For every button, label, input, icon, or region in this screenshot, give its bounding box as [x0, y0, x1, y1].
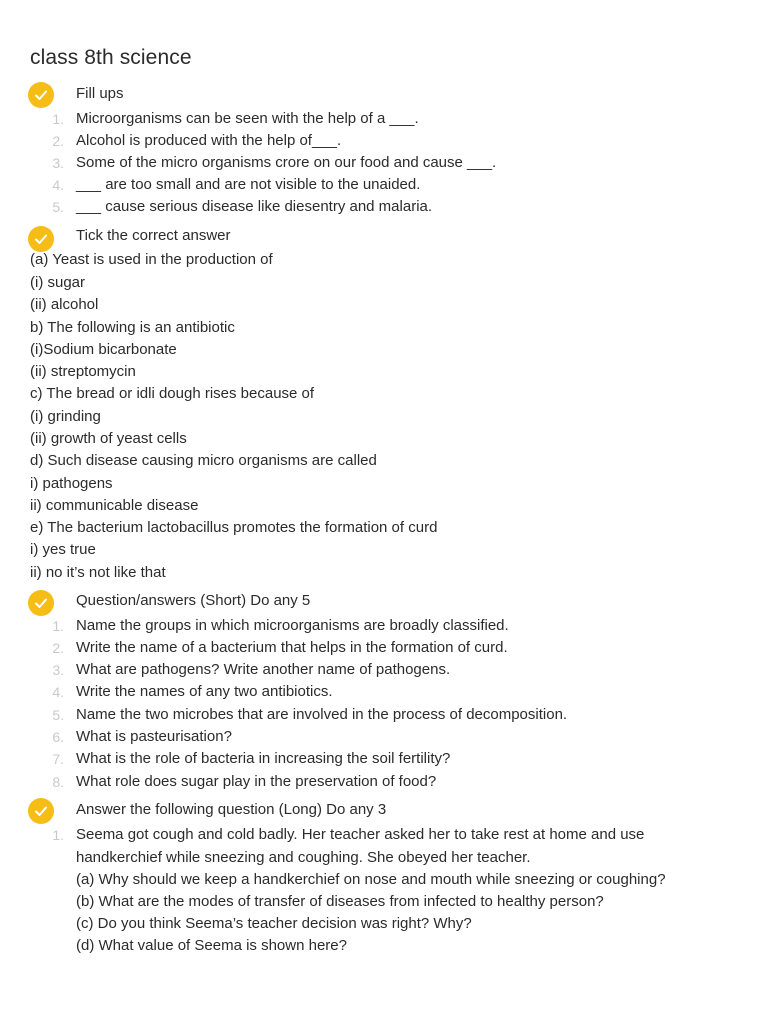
list-item[interactable]: Alcohol is produced with the help of___.: [76, 132, 342, 149]
list-number: 1.: [52, 111, 64, 127]
list-item[interactable]: What is the role of bacteria in increasing the soil fertility?: [76, 750, 451, 767]
list-number: 8.: [52, 774, 64, 790]
list-number: 4.: [52, 177, 64, 193]
list-item[interactable]: ___ cause serious disease like diesentry and malaria.: [76, 198, 433, 215]
list-item[interactable]: Microorganisms can be seen with the help of a ___.: [76, 110, 419, 127]
text-line[interactable]: (ii) streptomycin: [30, 363, 136, 380]
list-number: 1.: [52, 827, 64, 843]
text-line[interactable]: e) The bacterium lactobacillus promotes the formation of curd: [30, 519, 438, 536]
text-line[interactable]: (ii) growth of yeast cells: [30, 430, 187, 447]
list-item[interactable]: Name the groups in which microorganisms are broadly classified.: [76, 617, 509, 634]
text-line[interactable]: ii) no it’s not like that: [30, 564, 166, 581]
text-line[interactable]: (i) sugar: [30, 274, 86, 291]
list-number: 6.: [52, 729, 64, 745]
checkmark-icon[interactable]: [28, 798, 54, 824]
checkmark-icon[interactable]: [28, 82, 54, 108]
text-line[interactable]: (a) Yeast is used in the production of: [30, 251, 273, 268]
list-item[interactable]: Write the name of a bacterium that helps in the formation of curd.: [76, 639, 508, 656]
text-line[interactable]: ii) communicable disease: [30, 497, 199, 514]
section-heading-long[interactable]: Answer the following question (Long) Do any 3: [76, 801, 387, 818]
list-item[interactable]: What are pathogens? Write another name of pathogens.: [76, 661, 451, 678]
text-line[interactable]: i) pathogens: [30, 475, 113, 492]
note-title[interactable]: class 8th science: [30, 46, 192, 69]
list-item[interactable]: Name the two microbes that are involved in the process of decomposition.: [76, 706, 568, 723]
list-item[interactable]: What is pasteurisation?: [76, 728, 232, 745]
list-item[interactable]: Some of the micro organisms crore on our food and cause ___.: [76, 154, 497, 171]
text-line[interactable]: (i)Sodium bicarbonate: [30, 341, 177, 358]
text-line[interactable]: i) yes true: [30, 541, 96, 558]
checkmark-glyph: [33, 231, 49, 247]
text-line[interactable]: (ii) alcohol: [30, 296, 99, 313]
list-item[interactable]: Write the names of any two antibiotics.: [76, 683, 333, 700]
checkmark-glyph: [33, 595, 49, 611]
checkmark-glyph: [33, 803, 49, 819]
list-number: 1.: [52, 618, 64, 634]
list-item[interactable]: What role does sugar play in the preservation of food?: [76, 773, 437, 790]
list-number: 2.: [52, 133, 64, 149]
text-line[interactable]: (i) grinding: [30, 408, 101, 425]
list-item-subquestion[interactable]: (d) What value of Seema is shown here?: [76, 937, 347, 954]
text-line[interactable]: b) The following is an antibiotic: [30, 319, 235, 336]
list-item[interactable]: Seema got cough and cold badly. Her teacher asked her to take rest at home and use: [76, 826, 645, 843]
list-number: 2.: [52, 640, 64, 656]
list-number: 5.: [52, 707, 64, 723]
list-number: 4.: [52, 684, 64, 700]
list-number: 5.: [52, 199, 64, 215]
checkmark-icon[interactable]: [28, 226, 54, 252]
section-heading-tick[interactable]: Tick the correct answer: [76, 227, 231, 244]
text-line[interactable]: c) The bread or idli dough rises because of: [30, 385, 315, 402]
list-item-subquestion[interactable]: (a) Why should we keep a handkerchief on nose and mouth while sneezing or coughing?: [76, 871, 666, 888]
list-item-continued[interactable]: handkerchief while sneezing and coughing. She obeyed her teacher.: [76, 849, 531, 866]
checkmark-icon[interactable]: [28, 590, 54, 616]
list-item-subquestion[interactable]: (c) Do you think Seema’s teacher decision was right? Why?: [76, 915, 472, 932]
section-heading-fill-ups[interactable]: Fill ups: [76, 85, 124, 102]
section-heading-short[interactable]: Question/answers (Short) Do any 5: [76, 592, 311, 609]
list-item[interactable]: ___ are too small and are not visible to the unaided.: [76, 176, 421, 193]
list-number: 3.: [52, 662, 64, 678]
text-line[interactable]: d) Such disease causing micro organisms are called: [30, 452, 377, 469]
list-number: 3.: [52, 155, 64, 171]
list-item-subquestion[interactable]: (b) What are the modes of transfer of diseases from infected to healthy person?: [76, 893, 604, 910]
list-number: 7.: [52, 751, 64, 767]
checkmark-glyph: [33, 87, 49, 103]
